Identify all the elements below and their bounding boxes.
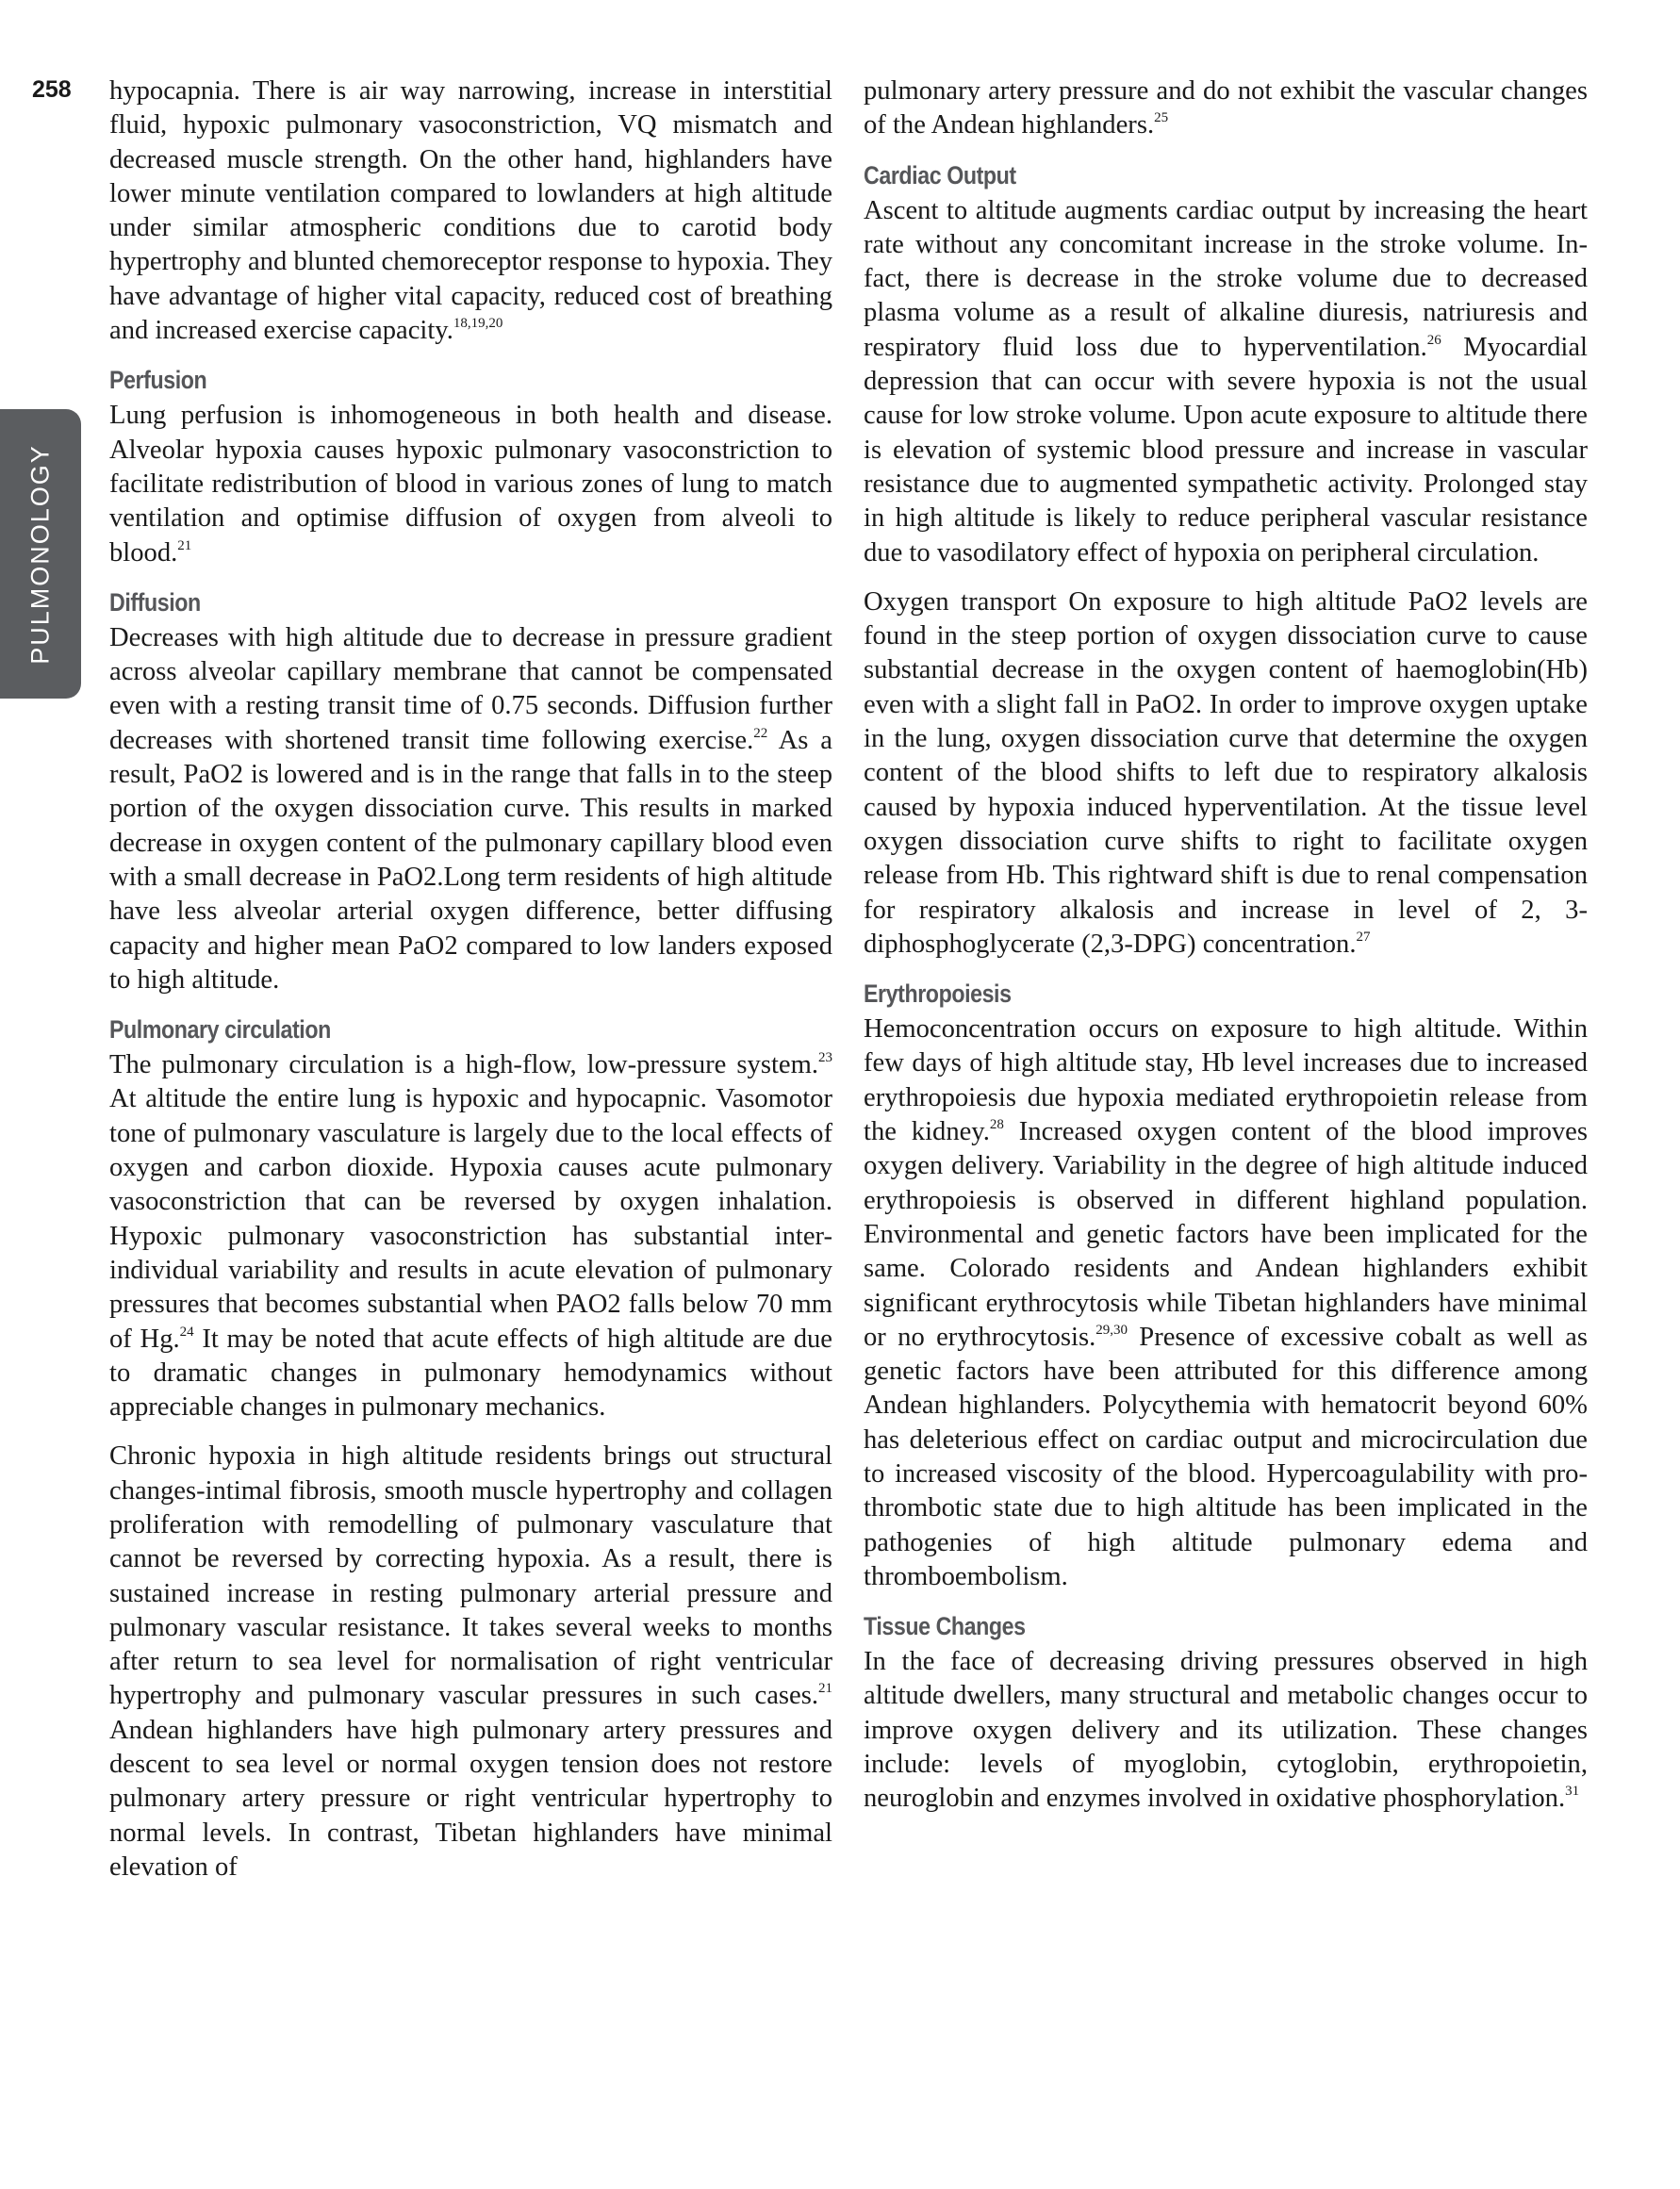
section-heading: Perfusion [109, 366, 207, 395]
paragraph: Hemoconcentration occurs on exposure to high altitude. Within few days of high altitude stay, Hb level increases due to increased erythropoiesis due hypoxia mediated erythropoietin release from the kidney.$^{28}$ Increased oxygen content of the blood improves oxygen delivery. Variability in the degree of high altitude induced erythropoiesis is observed in different highland population. Environmental and genetic factors have been implicated for the same. Colorado residents and Andean highlanders exhibit significant erythrocytosis while Tibetan highlanders have minimal or no erythrocytosis.$^{29,30}$ Presence of excessive cobalt as well as genetic factors have been attributed for this difference among Andean highlanders. Polycythemia with hematocrit beyond 60% has deleterious effect on cardiac output and microcirculation due to increased viscosity of the blood. Hypercoagulability with pro-thrombotic state due to high altitude has been implicated in the pathogenies of high altitude pulmonary edema and thromboembolism. [864, 1014, 1588, 1591]
paragraph: Lung perfusion is inhomogeneous in both health and disease. Alveolar hypoxia causes hypoxic pulmonary vasoconstriction to facilitate redistribution of blood in various zones of lung to match ventilation and optimise diffusion of oxygen from alveoli to blood.$^{21}$ [109, 401, 832, 568]
citation: 27 [1356, 929, 1371, 945]
citation: 22 [753, 725, 768, 741]
citation: 29,30 [1095, 1322, 1128, 1338]
citation: 24 [179, 1324, 194, 1340]
page-number: 258 [32, 76, 72, 103]
paragraph: In the face of decreasing driving pressures observed in high altitude dwellers, many structural and metabolic changes occur to improve oxygen delivery and its utilization. These changes include: levels of myoglobin, cytoglobin, erythropoietin, neuroglobin and enzymes involved in oxidative phosphorylation.$^{31}$ [864, 1647, 1588, 1814]
section-heading: Tissue Changes [864, 1612, 1026, 1641]
citation: 31 [1565, 1784, 1580, 1800]
citation: 26 [1426, 332, 1441, 348]
section-heading: Pulmonary circulation [109, 1015, 331, 1045]
citation: 18,19,20 [453, 316, 503, 332]
citation: 21 [177, 537, 192, 553]
citation: 23 [818, 1050, 832, 1066]
citation: 21 [818, 1681, 832, 1697]
paragraph: Oxygen transport On exposure to high altitude PaO2 levels are found in the steep portion of oxygen dissociation curve to cause substantial decrease in the oxygen content of haemoglobin(Hb) even with a slight fall in PaO2. In order to improve oxygen uptake in the lung, oxygen dissociation curve that determine the oxygen content of the blood shifts to left due to respiratory alkalosis caused by hypoxia induced hyperventilation. At the tissue level oxygen dissociation curve shifts to right to facilitate oxygen release from Hb. This rightward shift is due to renal compensation for respiratory alkalosis and increase in level of 2, 3-diphosphoglycerate (2,3-DPG) concentration.$^{27}$ [864, 586, 1588, 959]
citation: 25 [1154, 110, 1169, 126]
paragraph: The pulmonary circulation is a high-flow, low-pressure system.$^{23}$ At altitude the entire lung is hypoxic and hypocapnic. Vasomotor tone of pulmonary vasculature is largely due to the local effects of oxygen and carbon dioxide. Hypoxia causes acute pulmonary vasoconstriction that can be reversed by oxygen inhalation. Hypoxic pulmonary vasoconstriction has substantial inter-individual variability and results in acute elevation of pulmonary pressures that becomes substantial when PAO2 falls below 70 mm of Hg.$^{24}$ It may be noted that acute effects of high altitude are due to dramatic changes in pulmonary hemodynamics without appreciable changes in pulmonary mechanics. [109, 1050, 833, 1423]
section-side-tab-label: PULMONOLOGY [25, 443, 55, 665]
section-side-tab [0, 409, 81, 699]
paragraph: hypocapnia. There is air way narrowing, increase in interstitial fluid, hypoxic pulmonary vasoconstriction, VQ mismatch and decreased muscle strength. On the other hand, highlanders have lower minute ventilation compared to lowlanders at high altitude under similar atmospheric conditions due to carotid body hypertrophy and blunted chemoreceptor response to hypoxia. They have advantage of higher vital capacity, reduced cost of breathing and increased exercise capacity.$^{18,19,20}$ [109, 76, 832, 346]
paragraph: Decreases with high altitude due to decrease in pressure gradient across alveolar capillary membrane that cannot be compensated even with a resting transit time of 0.75 seconds. Diffusion further decreases with shortened transit time following exercise.$^{22}$ As a result, PaO2 is lowered and is in the range that falls in to the steep portion of the oxygen dissociation curve. This results in marked decrease in oxygen content of the pulmonary capillary blood even with a small decrease in PaO2.Long term residents of high altitude have less alveolar arterial oxygen difference, better diffusing capacity and higher mean PaO2 compared to low landers exposed to high altitude. [109, 622, 832, 995]
citation: 28 [989, 1117, 1004, 1133]
left-column [109, 74, 832, 1900]
paragraph: pulmonary artery pressure and do not exhibit the vascular changes of the Andean highlanders.$^{25}$ [864, 76, 1588, 140]
section-heading: Erythropoiesis [864, 979, 1012, 1009]
section-heading: Diffusion [109, 587, 201, 617]
paragraph: Ascent to altitude augments cardiac output by increasing the heart rate without any concomitant increase in the stroke volume. In-fact, there is decrease in the stroke volume due to decreased plasma volume as a result of alkaline diuresis, natriuresis and respiratory fluid loss due to hyperventilation.$^{26}$ Myocardial depression that can occur with severe hypoxia is not the usual cause for low stroke volume. Upon acute exposure to altitude there is elevation of systemic blood pressure and increase in vascular resistance due to augmented sympathetic activity. Prolonged stay in high altitude is likely to reduce peripheral vascular resistance due to vasodilatory effect of hypoxia on peripheral circulation. [864, 195, 1588, 568]
right-column [864, 74, 1588, 1832]
section-heading: Cardiac Output [864, 160, 1016, 189]
paragraph: Chronic hypoxia in high altitude residents brings out structural changes-intimal fibrosis, smooth muscle hypertrophy and collagen proliferation with remodelling of pulmonary vasculature that cannot be reversed by correcting hypoxia. As a result, there is sustained increase in resting pulmonary arterial pressure and pulmonary vascular resistance. It takes several weeks to months after return to sea level for normalisation of right ventricular hypertrophy and pulmonary vascular pressures in such cases.$^{21}$ Andean highlanders have high pulmonary artery pressures and descent to sea level or normal oxygen tension does not restore pulmonary artery pressure or right ventricular hypertrophy to normal levels. In contrast, Tibetan highlanders have minimal elevation of [109, 1441, 832, 1882]
